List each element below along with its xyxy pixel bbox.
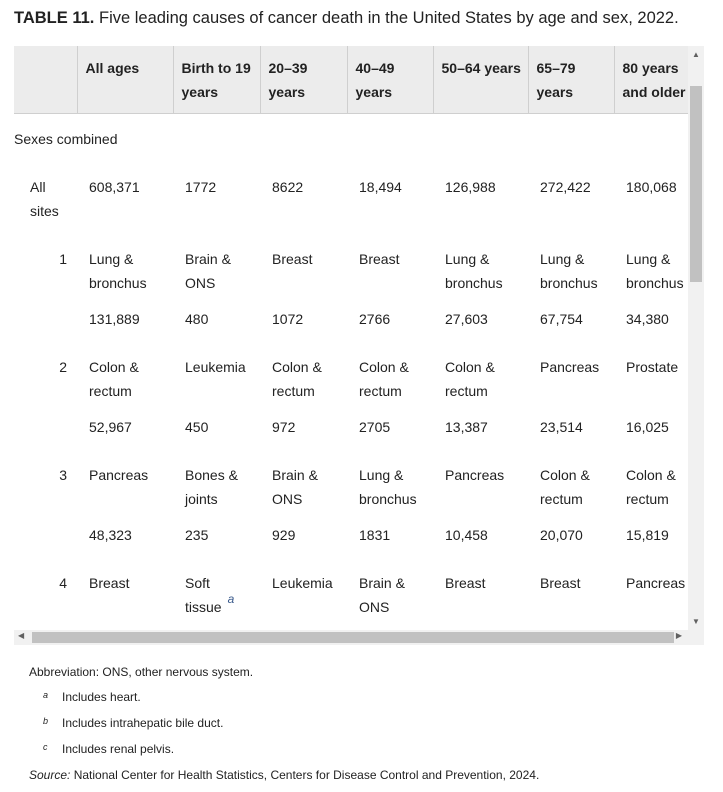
table-row-rank-2 (14, 343, 688, 415)
table-caption (14, 9, 714, 28)
table-cell: Breast (445, 575, 486, 591)
scroll-left-icon[interactable]: ◀ (18, 631, 25, 640)
all-sites-label: All sites (30, 179, 59, 219)
table-cell: 450 (185, 419, 209, 435)
footnote-mark: b (43, 716, 49, 726)
header-50-64: 50–64 years (433, 46, 528, 114)
table-cell: Colon & rectum (89, 359, 139, 399)
table-row-rank-3-deaths (14, 523, 688, 559)
table-row-rank-1-deaths (14, 307, 688, 343)
table-cell: Colon & rectum (626, 467, 676, 507)
header-80-plus: 80 years and older (614, 46, 688, 114)
table-row-rank-4 (14, 559, 688, 630)
footnote-text: Includes heart. (62, 690, 141, 704)
scroll-down-icon[interactable]: ▼ (692, 617, 700, 626)
source-label: Source: (29, 768, 71, 782)
rank-spacer (14, 307, 77, 343)
table-cell: 10,458 (445, 527, 488, 543)
rank-number: 2 (59, 359, 67, 375)
table-cell: 235 (185, 527, 209, 543)
horizontal-scrollbar[interactable] (14, 630, 704, 645)
table-cell: Pancreas (89, 467, 149, 483)
table-cell: 2705 (359, 419, 391, 435)
abbreviation-note: Abbreviation: ONS, other nervous system. (29, 665, 254, 679)
table-cell: Colon & rectum (272, 359, 322, 399)
table-cell: Leukemia (185, 359, 246, 375)
table-caption-text: Five leading causes of cancer death in the United States by age and sex, 2022. (98, 9, 679, 27)
footnote-text: Includes intrahepatic bile duct. (62, 716, 224, 730)
section-row (14, 114, 688, 164)
cancer-death-table (14, 46, 688, 630)
table-cell: Breast (540, 575, 581, 591)
table-scroll-region[interactable] (14, 46, 688, 630)
table-cell: 1072 (272, 311, 304, 327)
scroll-right-icon[interactable]: ▶ (675, 631, 682, 640)
table-cell: 48,323 (89, 527, 132, 543)
table-cell: Colon & rectum (540, 467, 590, 507)
table-cell: 608,371 (89, 179, 140, 195)
table-cell: 67,754 (540, 311, 583, 327)
rank-spacer (14, 523, 77, 559)
table-row-all-sites (14, 163, 688, 235)
table-cell: 13,387 (445, 419, 488, 435)
table-cell (173, 559, 260, 630)
table-cell: Pancreas (445, 467, 505, 483)
footnote-mark-a[interactable]: a (227, 592, 235, 606)
table-cell: Lung & bronchus (359, 467, 417, 507)
table-cell: Colon & rectum (359, 359, 409, 399)
table-cell: Bones & joints (185, 467, 238, 507)
table-cell: Pancreas (540, 359, 600, 375)
table-cell: 52,967 (89, 419, 132, 435)
table-row-rank-1 (14, 235, 688, 307)
table-cell: Lung & bronchus (540, 251, 598, 291)
footnote-mark: a (43, 690, 49, 700)
header-20-39: 20–39 years (260, 46, 347, 114)
table-caption-label: TABLE 11. (14, 9, 95, 27)
table-cell: Colon & rectum (445, 359, 495, 399)
table-cell: 480 (185, 311, 209, 327)
table-cell: Breast (272, 251, 313, 267)
table-cell: Lung & bronchus (445, 251, 503, 291)
vertical-scrollbar[interactable] (688, 46, 704, 630)
table-cell: Brain & ONS (185, 251, 231, 291)
table-cell: 23,514 (540, 419, 583, 435)
table-cell: 180,068 (626, 179, 677, 195)
rank-number: 3 (59, 467, 67, 483)
footnote-mark: c (43, 742, 48, 752)
header-row (14, 46, 688, 114)
table-cell: Brain & ONS (359, 575, 405, 615)
table-cell: 27,603 (445, 311, 488, 327)
scroll-up-icon[interactable]: ▲ (692, 50, 700, 59)
header-40-49: 40–49 years (347, 46, 433, 114)
source-text: National Center for Health Statistics, Centers for Disease Control and Prevention, 2024. (73, 768, 540, 782)
table-cell: 15,819 (626, 527, 669, 543)
section-label: Sexes combined (14, 131, 118, 147)
source-note (29, 768, 539, 782)
table-row-rank-2-deaths (14, 415, 688, 451)
header-blank (14, 46, 77, 114)
table-cell: 20,070 (540, 527, 583, 543)
table-cell: 972 (272, 419, 296, 435)
table-cell: Breast (89, 575, 130, 591)
table-cell: Breast (359, 251, 400, 267)
table-cell: 18,494 (359, 179, 402, 195)
rank-spacer (14, 415, 77, 451)
table-cell: Lung & bronchus (89, 251, 147, 291)
table-cell: 1831 (359, 527, 391, 543)
footnote-text: Includes renal pelvis. (62, 742, 175, 756)
cause-text: Soft tissue (185, 575, 222, 615)
table-cell: 2766 (359, 311, 391, 327)
table-cell: Brain & ONS (272, 467, 318, 507)
horizontal-scroll-thumb[interactable] (32, 632, 674, 643)
table-cell: 16,025 (626, 419, 669, 435)
table-cell: Prostate (626, 359, 679, 375)
header-65-79: 65–79 years (528, 46, 614, 114)
table-cell: Pancreas (626, 575, 686, 591)
table-cell: Leukemia (272, 575, 333, 591)
table-cell: 272,422 (540, 179, 591, 195)
header-all-ages: All ages (77, 46, 173, 114)
vertical-scroll-thumb[interactable] (690, 86, 702, 282)
rank-number: 4 (59, 575, 67, 591)
table-cell: 126,988 (445, 179, 496, 195)
table-row-rank-3 (14, 451, 688, 523)
header-birth-19: Birth to 19 years (173, 46, 260, 114)
table-cell: 8622 (272, 179, 304, 195)
table-cell: 131,889 (89, 311, 140, 327)
table-cell: 929 (272, 527, 296, 543)
table-cell: Lung & bronchus (626, 251, 684, 291)
table-cell: 1772 (185, 179, 217, 195)
table-cell: 34,380 (626, 311, 669, 327)
rank-number: 1 (59, 251, 67, 267)
